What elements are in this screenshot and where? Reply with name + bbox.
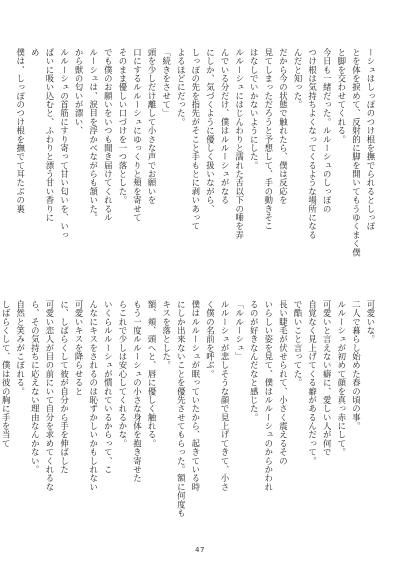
text-line: 額、頬、頭へと、唇に優しく触れる。 — [147, 300, 158, 448]
text-line: ーシュはしっぽのつけ根を撫でられるとしっぽ — [366, 48, 376, 231]
text-line: つけ根は気持ちよくなってくるような場所になる — [307, 48, 318, 240]
text-line: 可愛いな。 — [366, 300, 376, 344]
text-line: から獣の匂いが漂い、 — [74, 48, 85, 135]
text-line: だから今の状態で触れたら、僕は反応を — [278, 48, 289, 205]
text-line: と脚を交わせてくれる。 — [336, 48, 347, 144]
text-line: しっぽの先を指先がそこと手もとに剥いあって — [190, 48, 201, 231]
text-line: でも僕のお願いをいつも聞き届けてくれるル — [103, 48, 114, 222]
text-line: 「続きをさせて」 — [161, 48, 172, 118]
text-line: 可愛いと言えない癖に、愛しい人が何で — [322, 300, 333, 457]
text-line: め — [30, 48, 41, 57]
text-line: しばらくして、僕は彼の胸に手を当て — [1, 300, 12, 448]
text-line: ぱいに吸い込むと、ふわりと漂う甘い香りに — [44, 48, 55, 222]
text-line: にしか出来ないことを優先させてもらった。額に何度も — [176, 300, 187, 518]
text-line: 可愛い恋人が目の前にいて自分を求めてくれるな — [44, 300, 55, 492]
text-line: 口にするルルーシュにゆっくりと頬を寄せて — [132, 48, 143, 222]
text-line: 頭を少しだけ離して小さな声でお願いを — [147, 48, 158, 205]
text-line: 僕はルルーシュが眠っていたから、起きている時 — [190, 300, 201, 492]
text-line: 二人で暮らし始めた春の頃の事。 — [351, 300, 362, 431]
text-block-bottom — [1, 300, 378, 536]
text-line: るのが好きなんだなと感じた。 — [249, 300, 260, 422]
text-line: で酷いこと言ってた。 — [293, 300, 304, 387]
text-line: もう一度ルルーシュの小さな身体を抱き寄せた — [132, 300, 143, 483]
text-line: ルルーシュが初めて顔を真っ赤にして。 — [336, 300, 347, 457]
page-number: 47 — [195, 546, 205, 554]
text-line: キスを落とした。 — [161, 300, 172, 370]
text-line: ルルーシュの首筋にすり寄って甘い匂いを、いっ — [59, 48, 70, 240]
text-line: いくらルルーシュが慣れているからって、こ — [103, 300, 114, 474]
text-block-top — [15, 48, 378, 284]
text-line: く僕の名前を呼ぶ。 — [205, 300, 216, 379]
text-line: 見てしまっただろうと予想して、手の動きそこ — [263, 48, 274, 231]
text-line: にしか、気づくように優しく扱いながら、 — [205, 48, 216, 214]
text-line: 「ルルーシュ」 — [234, 300, 245, 361]
text-line: とを体を捩めて、反射的に脚を開いてもうゆくまく僕 — [351, 48, 362, 257]
text-line: 自然と笑みがこぼれる。 — [15, 300, 26, 396]
text-line: 自覚なく見上げてくる癖があるんだって。 — [307, 300, 318, 466]
text-line: ら、その気持ちに応えない理由なんかない。 — [30, 300, 41, 474]
text-line: 長い睫毛が伏せられて、小さく震えるその — [278, 300, 289, 466]
text-line: そのまま優しい口づけを一つ落とした。 — [117, 48, 128, 205]
text-line: 今日も一緒だった。ルルーシュのしっぽの — [322, 48, 333, 214]
text-line: はなしでいかないようにした。 — [249, 48, 260, 170]
text-line: ルーシュは、涙目を浮かべながらも頷いた。 — [88, 48, 99, 222]
text-line: に、しばらくして彼が自分から手を伸ばした — [59, 300, 70, 474]
text-line: 可愛いキスを降らせると — [74, 300, 85, 396]
text-line: よるほどにだった。 — [176, 48, 187, 127]
text-line: んなにキスをされるのは恥ずかしいかもしれない — [88, 300, 99, 492]
text-line: ルルーシュにはじんわりと濡れた舌以下の唾を弄 — [234, 48, 245, 240]
text-line: んでいる分だけ、僕はルルーシュがなる — [220, 48, 231, 205]
text-line: 僕は、しっぽのつけ根を撫でて耳たぶの裏 — [15, 48, 26, 214]
text-line: んだと知った。 — [293, 48, 304, 109]
text-line: らこれで少しは安心してくれるかな。 — [117, 300, 128, 448]
text-line: ルルーシュが悲しそうな顔で見上げてきて、小さ — [220, 300, 231, 492]
text-line: いらしい姿を見て、僕はルルーシュのからかわれ — [263, 300, 274, 492]
